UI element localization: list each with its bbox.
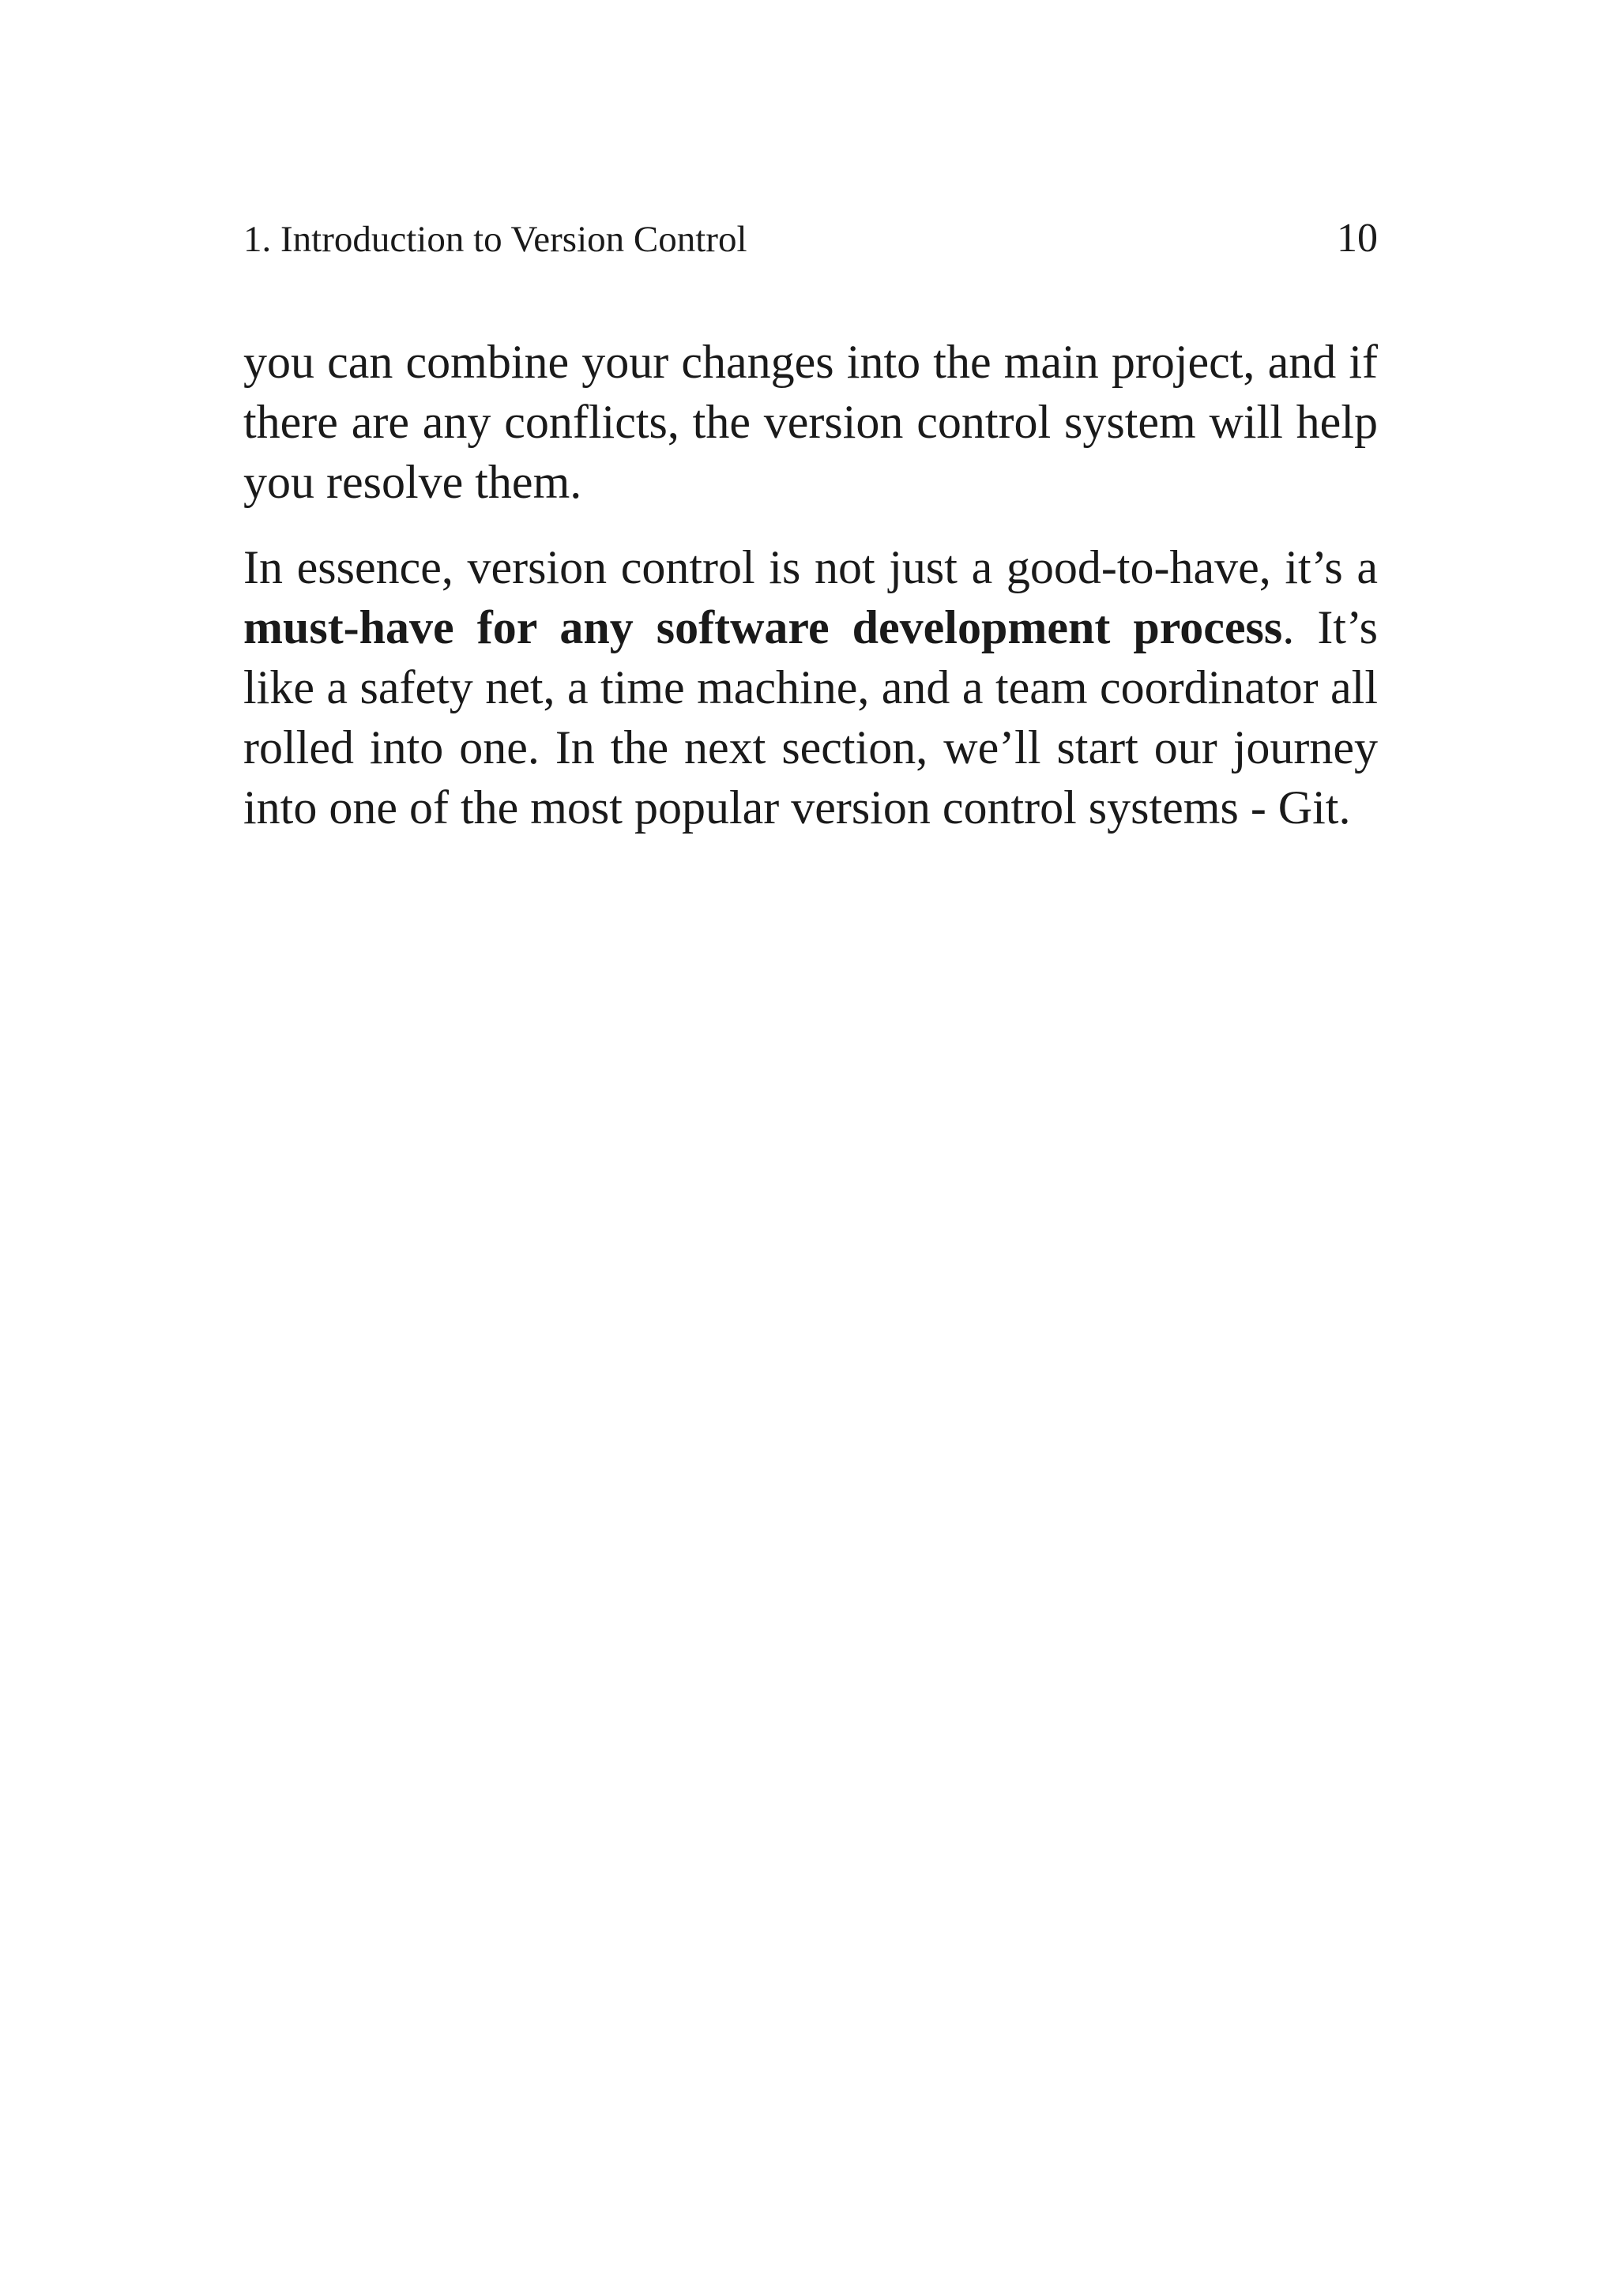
paragraph-1 xyxy=(243,332,1378,512)
paragraph-2-text-before: In essence, version control is not just a good-to-have, it’s a xyxy=(243,541,1378,593)
paragraph-1-text: you can combine your changes into the main project, and if there are any conflicts, the version control system will help you resolve them. xyxy=(243,336,1378,508)
paragraph-2 xyxy=(243,537,1378,837)
page-number: 10 xyxy=(1337,216,1378,261)
chapter-title: 1. Introduction to Version Control xyxy=(243,219,747,260)
running-header xyxy=(243,215,1378,262)
paragraph-2-text-after: . It’s like a safety net, a time machine, and a team coordinator all rolled into one. In the next section, we’ll start our journey into one of the most popular version control systems - Git. xyxy=(243,601,1378,834)
emphasis-text: must-have for any software development process xyxy=(243,601,1283,653)
body-text xyxy=(243,332,1378,863)
